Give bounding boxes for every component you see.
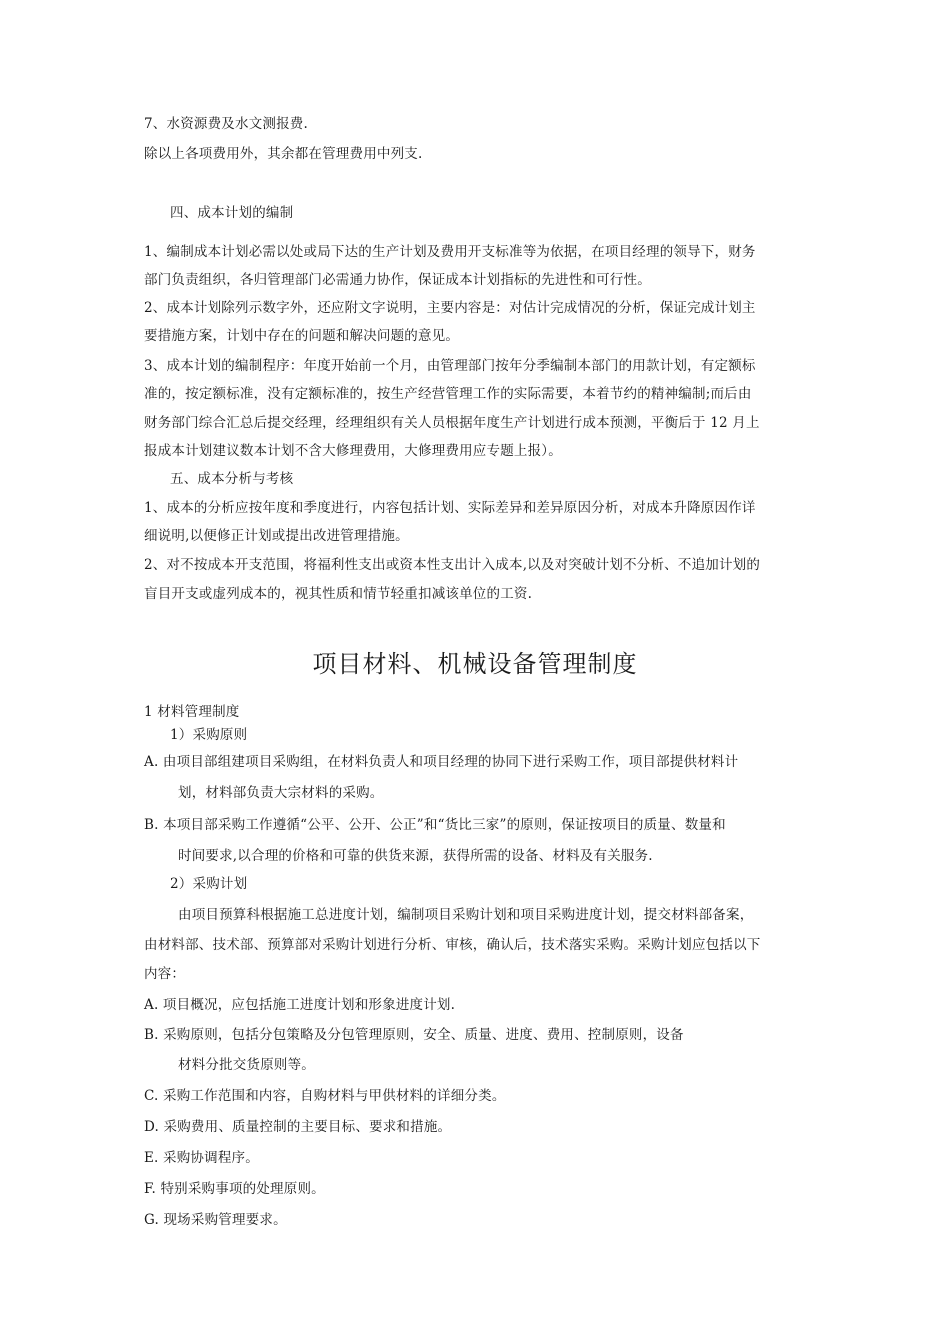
paragraph-line: 盲目开支或虚列成本的，视其性质和情节轻重扣减该单位的工资. (144, 586, 533, 602)
list-item: B. 本项目部采购工作遵循“公平、公开、公正”和“货比三家”的原则，保证按项目的质量、数量和 (144, 817, 726, 833)
paragraph-line: 细说明,以便修正计划或提出改进管理措施。 (144, 528, 409, 544)
paragraph-line: 由项目预算科根据施工总进度计划，编制项目采购计划和项目采购进度计划，提交材料部备案， (178, 907, 754, 923)
list-item-continuation: 划，材料部负责大宗材料的采购。 (178, 785, 384, 801)
list-item: D. 采购费用、质量控制的主要目标、要求和措施。 (144, 1119, 452, 1135)
list-item-continuation: 时间要求,以合理的价格和可靠的供货来源，获得所需的设备、材料及有关服务. (178, 848, 653, 864)
list-item: C. 采购工作范围和内容，自购材料与甲供材料的详细分类。 (144, 1088, 506, 1104)
section-heading: 四、成本计划的编制 (170, 205, 294, 221)
section-heading: 五、成本分析与考核 (170, 471, 294, 487)
subsection-heading: 1）采购原则 (170, 727, 248, 743)
paragraph-line: 除以上各项费用外，其余都在管理费用中列支. (144, 146, 423, 162)
paragraph-line: 要措施方案，计划中存在的问题和解决问题的意见。 (144, 328, 460, 344)
list-item: E. 采购协调程序。 (144, 1150, 259, 1166)
subsection-heading: 2）采购计划 (170, 876, 248, 892)
list-item: F. 特别采购事项的处理原则。 (144, 1181, 325, 1197)
paragraph-line: 7、水资源费及水文测报费. (144, 116, 308, 132)
paragraph-line: 1、成本的分析应按年度和季度进行，内容包括计划、实际差异和差异原因分析，对成本升降原因作详 (144, 500, 756, 516)
paragraph-line: 部门负责组织，各归管理部门必需通力协作，保证成本计划指标的先进性和可行性。 (144, 272, 651, 288)
paragraph-line: 报成本计划建议数本计划不含大修理费用，大修理费用应专题上报）。 (144, 443, 562, 459)
list-item-continuation: 材料分批交货原则等。 (178, 1057, 315, 1073)
paragraph-line: 财务部门综合汇总后提交经理，经理组织有关人员根据年度生产计划进行成本预测，平衡后于 12 月上 (144, 415, 760, 431)
paragraph-line: 3、成本计划的编制程序：年度开始前一个月，由管理部门按年分季编制本部门的用款计划，有定额标 (144, 358, 756, 374)
paragraph-line: 2、成本计划除列示数字外，还应附文字说明，主要内容是：对估计完成情况的分析，保证完成计划主 (144, 300, 756, 316)
paragraph-line: 由材料部、技术部、预算部对采购计划进行分析、审核，确认后，技术落实采购。采购计划应包括以下 (144, 937, 761, 953)
paragraph-line: 准的，按定额标准，没有定额标准的，按生产经营管理工作的实际需要，本着节约的精神编制;而后由 (144, 386, 752, 402)
document-title: 项目材料、机械设备管理制度 (312, 650, 638, 678)
paragraph-line: 1、编制成本计划必需以处或局下达的生产计划及费用开支标准等为依据，在项目经理的领导下，财务 (144, 244, 756, 260)
list-item: B. 采购原则，包括分包策略及分包管理原则，安全、质量、进度、费用、控制原则，设备 (144, 1027, 684, 1043)
paragraph-line: 2、对不按成本开支范围，将福利性支出或资本性支出计入成本,以及对突破计划不分析、不追加计划的 (144, 557, 761, 573)
list-item: A. 项目概况，应包括施工进度计划和形象进度计划. (144, 997, 456, 1013)
list-item: A. 由项目部组建项目采购组，在材料负责人和项目经理的协同下进行采购工作，项目部提供材料计 (144, 754, 739, 770)
subsection-heading: 1 材料管理制度 (144, 704, 240, 720)
paragraph-line: 内容： (144, 966, 186, 982)
list-item: G. 现场采购管理要求。 (144, 1212, 287, 1228)
